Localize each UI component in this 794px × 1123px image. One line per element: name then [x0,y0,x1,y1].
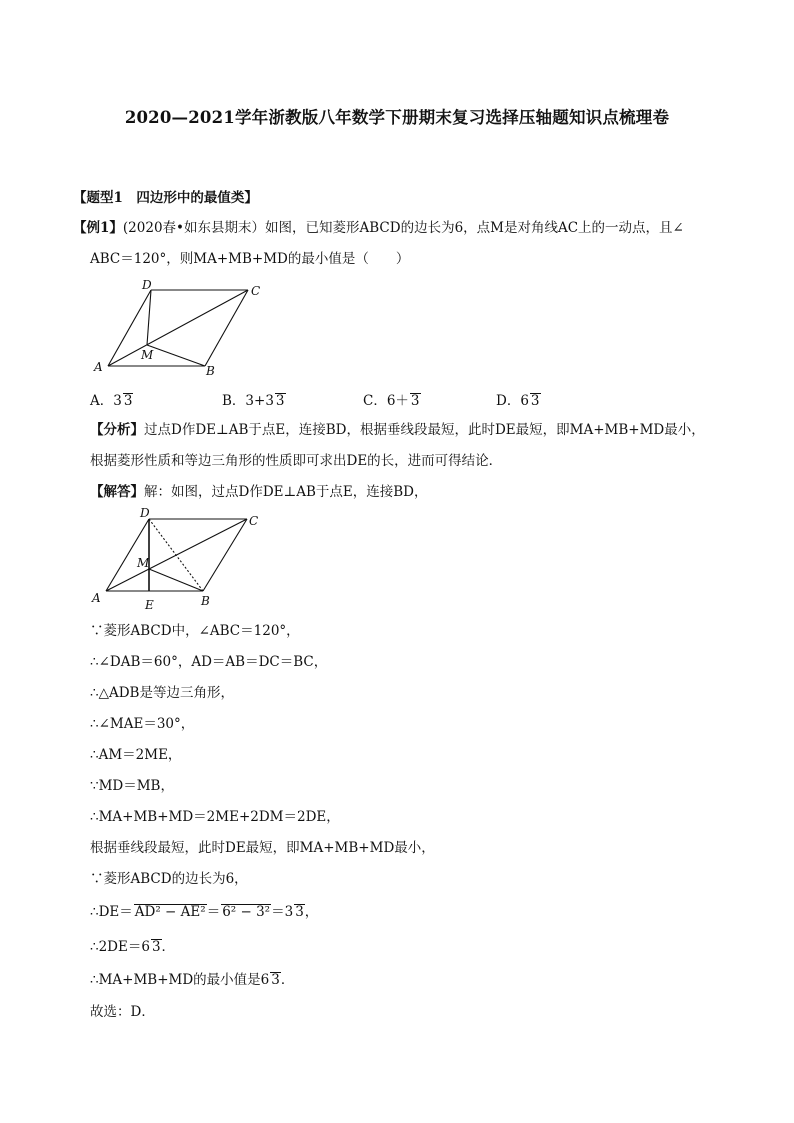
rhombus-figure-1 [85,278,275,378]
example-line-1 [73,219,684,237]
formula-eq: ＝ [206,904,221,920]
option-b-radicand: 3 [275,393,285,409]
fig1-segment-md [147,290,151,345]
analysis-line-1 [90,421,705,439]
fig1-label-b: B [206,364,215,378]
step-1: ∵菱形ABCD中，∠ABC＝120°， [90,623,300,639]
fig2-label-m: M [137,556,150,570]
example-text-1: (2020春•如东县期末）如图，已知菱形ABCD的边长为6，点M是对角线AC上的一动点，且∠ [122,220,684,236]
option-a-text: A．3 [90,393,122,409]
fig2-label-c: C [249,514,259,528]
step-9: ∵菱形ABCD的边长为6， [90,871,248,887]
formula-radical-3: 3 [295,904,304,920]
option-d-text: D．6 [496,393,529,409]
fig1-label-a: A [94,360,103,374]
analysis-line-2: 根据菱形性质和等边三角形的性质即可求出DE的长，进而可得结论． [90,453,503,469]
step-min-end: ． [280,972,295,988]
step-2de-end: ． [161,939,176,955]
step-min-radicand: 3 [271,972,280,988]
formula-radical-2: 6² − 3² [222,904,271,920]
step-2de-text: ∴2DE＝6 [90,939,150,955]
fig1-label-d: D [142,278,152,292]
step-8: 根据垂线段最短，此时DE最短，即MA+MB+MD最小， [90,840,435,856]
fig2-label-e: E [145,598,154,612]
option-d[interactable] [496,389,541,409]
section-heading: 【题型1 四边形中的最值类】 [73,190,258,206]
analysis-tag: 【分析】 [90,422,144,438]
step-7: ∴MA+MB+MD＝2ME+2DM＝2DE， [90,809,340,825]
option-c-radicand: 3 [410,393,420,409]
option-a-radicand: 3 [123,393,133,409]
solution-intro [90,483,427,501]
answer-line: 故选：D． [90,1004,155,1020]
option-d-radicand: 3 [530,393,540,409]
document-title: 2020—2021学年浙教版八年数学下册期末复习选择压轴题知识点梳理卷 [124,108,670,127]
fig2-label-b: B [201,594,210,608]
option-c[interactable] [363,389,421,409]
step-min [90,971,294,989]
option-c-text: C．6＋ [363,393,409,409]
fig1-segment-mb [147,345,205,366]
formula-eq2: ＝3 [271,904,294,920]
step-2de-radicand: 3 [151,939,161,955]
option-a[interactable] [90,389,133,409]
formula-end: ， [304,904,319,920]
fig1-label-c: C [251,284,261,298]
formula-lhs: ∴DE＝ [90,904,133,920]
step-3: ∴△ADB是等边三角形， [90,685,234,701]
step-2: ∴∠DAB＝60°，AD＝AB＝DC＝BC， [90,654,328,670]
example-tag: 【例1】 [73,220,123,236]
formula-de [90,903,318,921]
fig2-label-d: D [140,506,150,520]
example-line-2: ABC＝120°，则MA+MB+MD的最小值是（ ） [90,251,410,267]
fig2-label-a: A [92,591,101,605]
step-2de [90,938,175,956]
step-4: ∴∠MAE＝30°， [90,716,195,732]
step-6: ∵MD＝MB， [90,778,174,794]
rhombus-figure-2 [85,505,275,615]
option-b[interactable] [222,389,286,409]
option-b-text: B．3+3 [222,393,274,409]
fig1-label-m: M [141,348,154,362]
step-min-text: ∴MA+MB+MD的最小值是6 [90,972,270,988]
formula-radical-1: AD² − AE² [134,904,206,920]
solution-intro-text: 解：如图，过点D作DE⊥AB于点E，连接BD， [144,484,428,500]
solution-tag: 【解答】 [90,484,144,500]
step-5: ∴AM＝2ME， [90,747,182,763]
analysis-text-1: 过点D作DE⊥AB于点E，连接BD，根据垂线段最短，此时DE最短，即MA+MB+MD最小， [144,422,705,438]
